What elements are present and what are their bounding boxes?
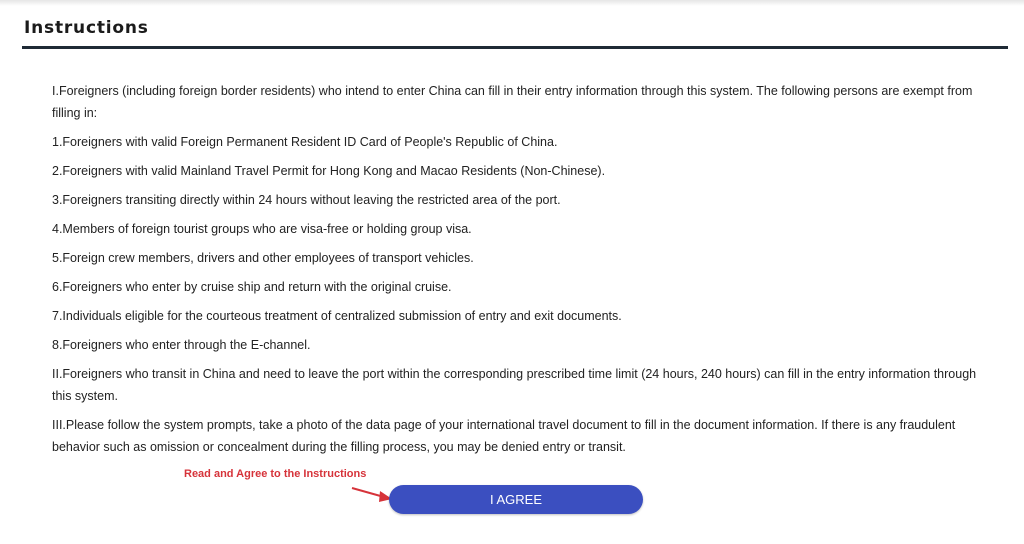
instruction-paragraph-2: II.Foreigners who transit in China and need to leave the port within the corresponding prescribed time limit (24 hours, 240 hours) can fill in the entry information through this system. <box>52 367 977 403</box>
instruction-paragraph-1: I.Foreigners (including foreign border residents) who intend to enter China can fill in their entry information through this system. The following persons are exempt from filling in: <box>52 84 973 120</box>
exemption-item-2: 2.Foreigners with valid Mainland Travel Permit for Hong Kong and Macao Residents (Non-Chinese). <box>52 164 606 178</box>
exemption-item-8: 8.Foreigners who enter through the E-channel. <box>52 338 311 352</box>
agree-button[interactable]: I AGREE <box>389 485 643 514</box>
exemption-item-3: 3.Foreigners transiting directly within 24 hours without leaving the restricted area of the port. <box>52 193 561 207</box>
exemption-item-6: 6.Foreigners who enter by cruise ship and return with the original cruise. <box>52 280 452 294</box>
instructions-content <box>52 80 982 465</box>
page-title: Instructions <box>24 18 149 38</box>
exemption-item-1: 1.Foreigners with valid Foreign Permanent Resident ID Card of People's Republic of China. <box>52 135 558 149</box>
top-shadow <box>0 0 1024 6</box>
title-divider <box>22 46 1008 49</box>
instruction-paragraph-3: III.Please follow the system prompts, take a photo of the data page of your international travel document to fill in the document information. If there is any fraudulent behavior such as omission or concealment during the filling process, you may be denied entry or transit. <box>52 418 956 454</box>
exemption-item-5: 5.Foreign crew members, drivers and other employees of transport vehicles. <box>52 251 474 265</box>
exemption-item-4: 4.Members of foreign tourist groups who are visa-free or holding group visa. <box>52 222 472 236</box>
agree-hint-annotation: Read and Agree to the Instructions <box>184 468 367 480</box>
exemption-item-7: 7.Individuals eligible for the courteous treatment of centralized submission of entry and exit documents. <box>52 309 622 323</box>
arrow-right-icon <box>350 484 394 506</box>
